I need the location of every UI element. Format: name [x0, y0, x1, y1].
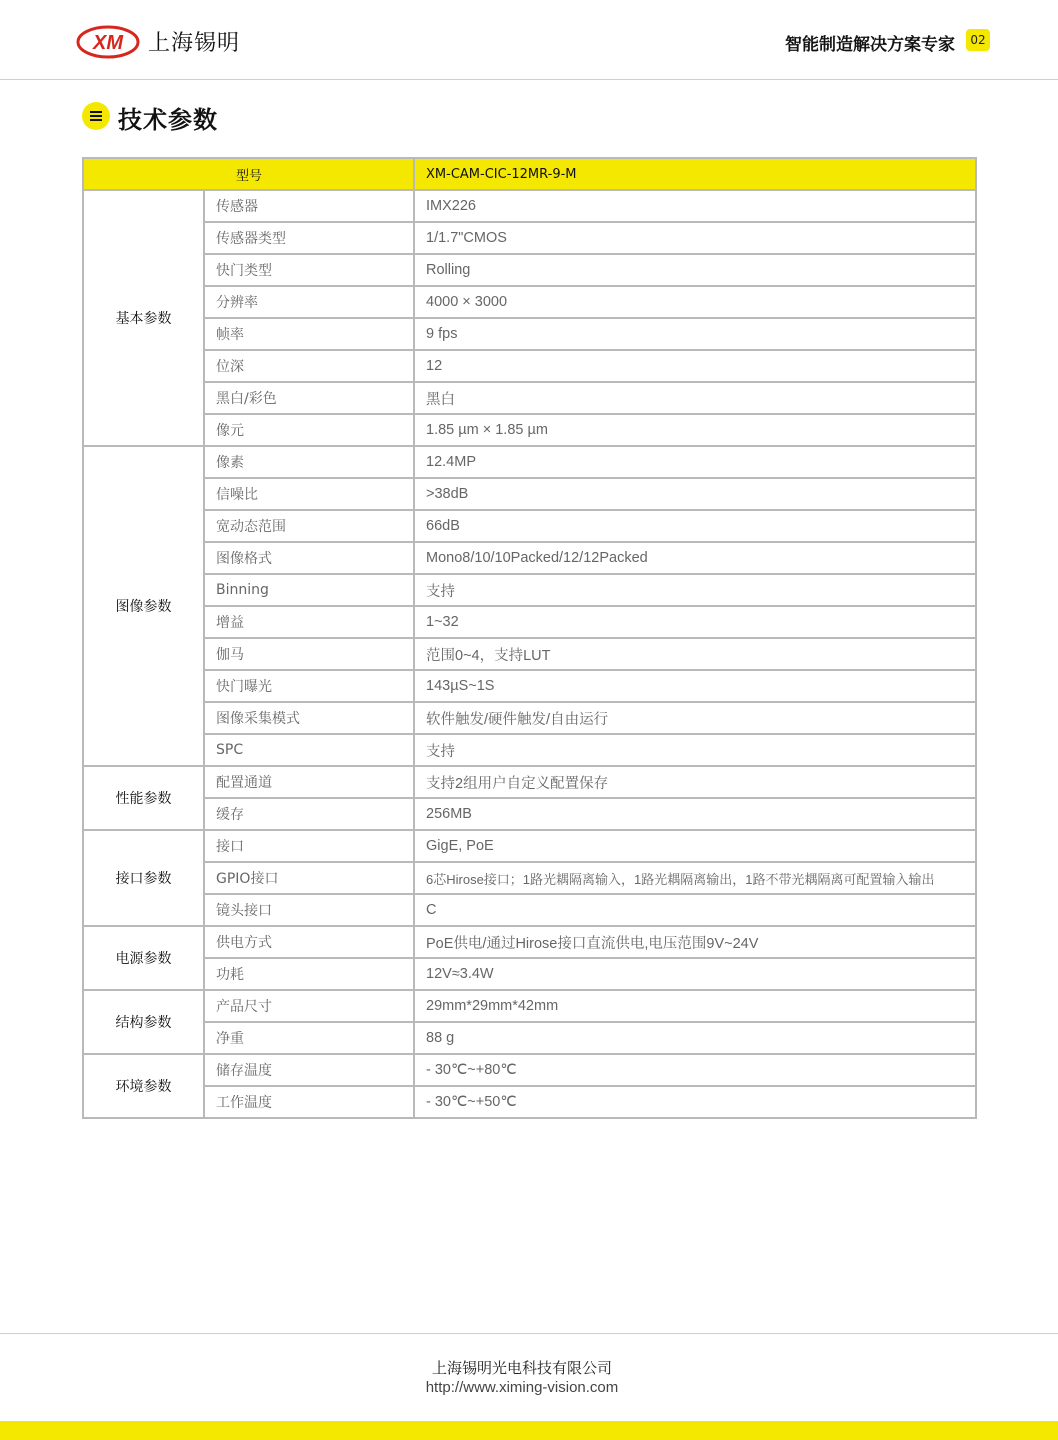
- param-value: GigE, PoE: [414, 830, 976, 862]
- param-name: 净重: [204, 1022, 414, 1054]
- param-value: 1.85 µm × 1.85 µm: [414, 414, 976, 446]
- param-name: 位深: [204, 350, 414, 382]
- brand-name: 上海锡明: [148, 31, 241, 56]
- table-row: [83, 478, 976, 510]
- param-name: 增益: [204, 606, 414, 638]
- param-name: 图像格式: [204, 542, 414, 574]
- param-value: >38dB: [414, 478, 976, 510]
- table-row: [83, 830, 976, 862]
- param-name: 配置通道: [204, 766, 414, 798]
- group-name: 接口参数: [83, 830, 204, 926]
- group-name: 环境参数: [83, 1054, 204, 1118]
- table-row: [83, 190, 976, 222]
- table-row: [83, 414, 976, 446]
- param-value: 256MB: [414, 798, 976, 830]
- param-name: 像素: [204, 446, 414, 478]
- param-name: 传感器类型: [204, 222, 414, 254]
- param-value: 12V≈3.4W: [414, 958, 976, 990]
- param-value: 1~32: [414, 606, 976, 638]
- param-value: PoE供电/通过Hirose接口直流供电,电压范围9V~24V: [414, 926, 976, 958]
- page-number-badge: 02: [966, 29, 990, 51]
- group-name: 基本参数: [83, 190, 204, 446]
- param-name: 快门类型: [204, 254, 414, 286]
- table-row: [83, 702, 976, 734]
- section-title: 技术参数: [118, 106, 218, 134]
- table-row: [83, 734, 976, 766]
- param-name: 产品尺寸: [204, 990, 414, 1022]
- param-value: 黑白: [414, 382, 976, 414]
- table-row: [83, 894, 976, 926]
- table-row: [83, 606, 976, 638]
- param-name: 工作温度: [204, 1086, 414, 1118]
- param-value: 范围0~4，支持LUT: [414, 638, 976, 670]
- table-row: [83, 766, 976, 798]
- param-value: 4000 × 3000: [414, 286, 976, 318]
- param-value: 88 g: [414, 1022, 976, 1054]
- table-row: [83, 222, 976, 254]
- param-name: 帧率: [204, 318, 414, 350]
- param-value: 143µS~1S: [414, 670, 976, 702]
- model-label: 型号: [83, 158, 414, 190]
- table-row: [83, 990, 976, 1022]
- table-row: [83, 254, 976, 286]
- group-name: 结构参数: [83, 990, 204, 1054]
- param-value: 9 fps: [414, 318, 976, 350]
- table-row: [83, 286, 976, 318]
- param-value: - 30℃~+50℃: [414, 1086, 976, 1118]
- param-name: 镜头接口: [204, 894, 414, 926]
- param-value: 12: [414, 350, 976, 382]
- table-row: [83, 1022, 976, 1054]
- param-value: 1/1.7"CMOS: [414, 222, 976, 254]
- param-name: 图像采集模式: [204, 702, 414, 734]
- param-name: 缓存: [204, 798, 414, 830]
- footer-divider: [0, 1333, 1058, 1334]
- param-name: 伽马: [204, 638, 414, 670]
- param-value: 29mm*29mm*42mm: [414, 990, 976, 1022]
- param-name: 信噪比: [204, 478, 414, 510]
- slogan: 智能制造解决方案专家: [785, 35, 955, 55]
- param-name: 储存温度: [204, 1054, 414, 1086]
- spec-table: [82, 157, 977, 1119]
- param-name: SPC: [204, 734, 414, 766]
- param-value: 支持: [414, 574, 976, 606]
- page-header: [0, 0, 1058, 80]
- param-name: Binning: [204, 574, 414, 606]
- table-row: [83, 958, 976, 990]
- table-row: [83, 510, 976, 542]
- model-value: XM-CAM-CIC-12MR-9-M: [414, 158, 976, 190]
- ximing-logo: [76, 24, 140, 60]
- param-value: 支持: [414, 734, 976, 766]
- table-header-row: [83, 158, 976, 190]
- param-name: 像元: [204, 414, 414, 446]
- website-link[interactable]: http://www.ximing-vision.com: [425, 1379, 619, 1396]
- param-name: 黑白/彩色: [204, 382, 414, 414]
- table-row: [83, 350, 976, 382]
- table-row: [83, 926, 976, 958]
- group-name: 性能参数: [83, 766, 204, 830]
- company-name: 上海锡明光电科技有限公司: [431, 1359, 612, 1377]
- table-row: [83, 1086, 976, 1118]
- group-name: 电源参数: [83, 926, 204, 990]
- param-name: 宽动态范围: [204, 510, 414, 542]
- param-name: 快门曝光: [204, 670, 414, 702]
- menu-icon: [82, 102, 110, 130]
- param-value: C: [414, 894, 976, 926]
- param-value: Rolling: [414, 254, 976, 286]
- param-value: 6芯Hirose接口；1路光耦隔离输入，1路光耦隔离输出，1路不带光耦隔离可配置输入输出: [414, 862, 976, 894]
- table-row: [83, 318, 976, 350]
- group-name: 图像参数: [83, 446, 204, 766]
- table-row: [83, 798, 976, 830]
- param-value: 66dB: [414, 510, 976, 542]
- table-row: [83, 670, 976, 702]
- param-value: 软件触发/硬件触发/自由运行: [414, 702, 976, 734]
- table-row: [83, 574, 976, 606]
- table-row: [83, 542, 976, 574]
- param-value: IMX226: [414, 190, 976, 222]
- table-row: [83, 638, 976, 670]
- param-value: 12.4MP: [414, 446, 976, 478]
- param-name: GPIO接口: [204, 862, 414, 894]
- footer-bar: [0, 1421, 1058, 1440]
- table-row: [83, 446, 976, 478]
- param-name: 分辨率: [204, 286, 414, 318]
- param-name: 供电方式: [204, 926, 414, 958]
- param-value: 支持2组用户自定义配置保存: [414, 766, 976, 798]
- table-row: [83, 382, 976, 414]
- param-name: 接口: [204, 830, 414, 862]
- param-value: Mono8/10/10Packed/12/12Packed: [414, 542, 976, 574]
- table-row: [83, 862, 976, 894]
- param-name: 功耗: [204, 958, 414, 990]
- param-value: - 30℃~+80℃: [414, 1054, 976, 1086]
- param-name: 传感器: [204, 190, 414, 222]
- table-row: [83, 1054, 976, 1086]
- logo-text: XM: [93, 32, 123, 54]
